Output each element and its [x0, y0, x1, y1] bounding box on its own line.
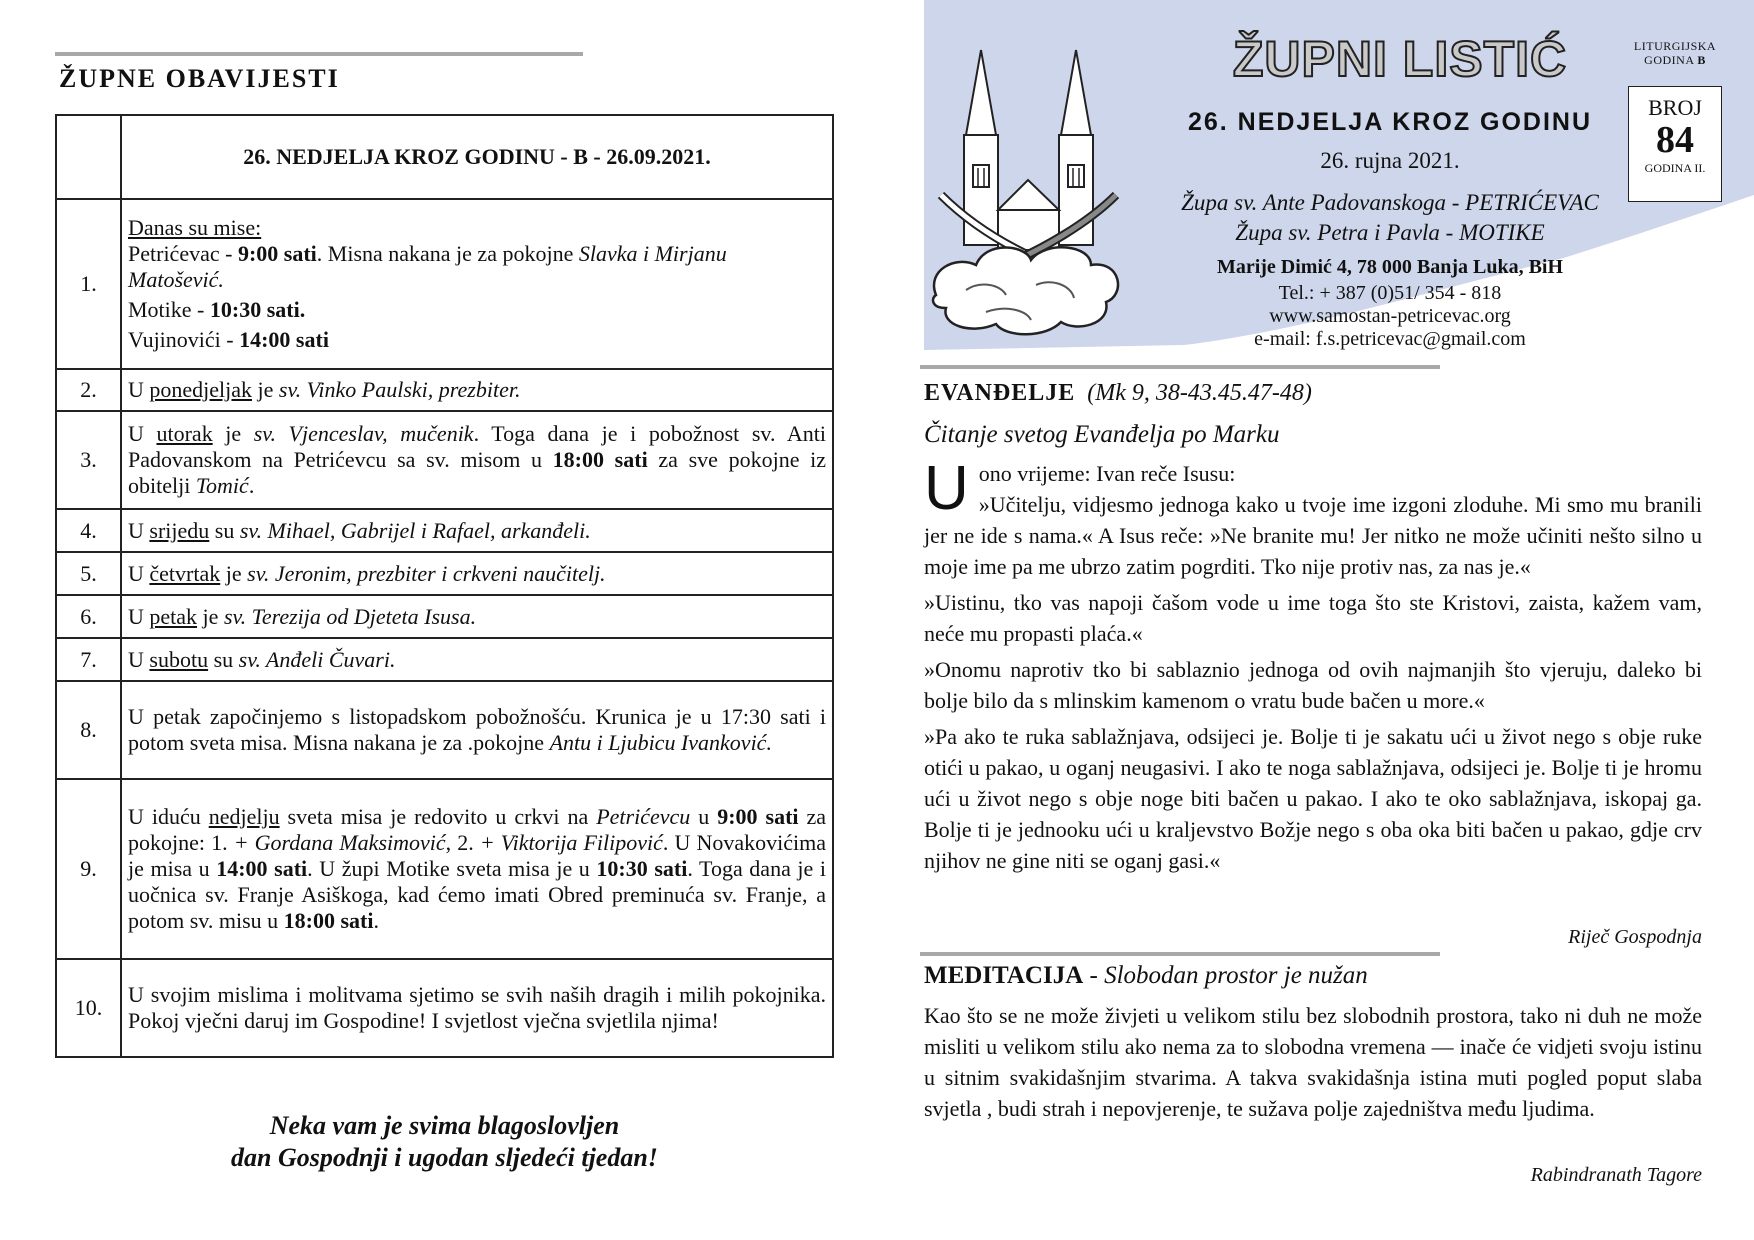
gospel-rule: [920, 365, 1440, 369]
row-content: U utorak je sv. Vjenceslav, mučenik. Toga dana je i pobožnost sv. Anti Padovanskom na Petrićevcu sa sv. misom u 18:00 sati za sve pokojne iz obitelji Tomić.: [121, 411, 833, 509]
drop-cap: U: [924, 454, 969, 523]
row-content: [121, 199, 833, 369]
row-number: 9.: [56, 779, 121, 959]
table-row: [56, 681, 833, 779]
row-content: U iduću nedjelju sveta misa je redovito u crkvi na Petrićevcu u 9:00 sati za pokojne: 1. + Gordana Maksimović, 2. + Viktorija Filipović. U Novakovićima je misa u 14:00 sati. U župi Motike sveta misa je u 10:30 sati. Toga dana je i uočnica sv. Franje Asiškoga, kad ćemo imati Obred preminuća sv. Franje, a potom sv. misu u 18:00 sati.: [121, 779, 833, 959]
issue-year: GODINA II.: [1644, 161, 1706, 175]
masthead-title: ŽUPNI LISTIĆ: [1232, 31, 1568, 87]
table-row: [56, 369, 833, 411]
table-header-row: [56, 115, 833, 199]
table-row: [56, 638, 833, 681]
meditation-text: Kao što se ne može živjeti u velikom stilu bez slobodnih prostora, tako ni duh ne može misliti u velikom stilu ako nema za to slobodna vremena — inače će vidjeti svoju istinu u sitnim svakidašnjim stvarima. A takva svakidašnja istina muti pogled poput slaba svjetla , budi strah i nepovjerenje, te sužava polje zajedništva među ljudima.: [924, 1003, 1702, 1121]
table-row: [56, 959, 833, 1057]
row-content: U subotu su sv. Anđeli Čuvari.: [121, 638, 833, 681]
row-number: 6.: [56, 595, 121, 638]
row-number: 3.: [56, 411, 121, 509]
mass-line-motike: Motike - 10:30 sati.: [128, 297, 306, 322]
announcements-heading: ŽUPNE OBAVIJESTI: [59, 64, 340, 93]
parish-motike: Župa sv. Petra i Pavla - MOTIKE: [1235, 220, 1545, 245]
phone-number: Tel.: + 387 (0)51/ 354 - 818: [1278, 282, 1502, 304]
row-number: 5.: [56, 552, 121, 595]
row-number: 1.: [56, 199, 121, 369]
row-content: U petak je sv. Terezija od Djeteta Isusa.: [121, 595, 833, 638]
issue-number: 84: [1656, 119, 1694, 161]
church-logo: [926, 40, 1126, 340]
sunday-title: 26. NEDJELJA KROZ GODINU: [1187, 108, 1593, 136]
row-number: 4.: [56, 509, 121, 552]
table-header-title: 26. NEDJELJA KROZ GODINU - B - 26.09.2021.: [121, 115, 833, 199]
table-row: [56, 595, 833, 638]
row-content: U ponedjeljak je sv. Vinko Paulski, prezbiter.: [121, 369, 833, 411]
gospel-subtitle: Čitanje svetog Evanđelja po Marku: [924, 421, 1280, 448]
row-content: U petak započinjemo s listopadskom pobožnošću. Krunica je u 17:30 sati i potom sveta misa. Misna nakana je za .pokojne Antu i Ljubicu Ivanković.: [121, 681, 833, 779]
row-content: U srijedu su sv. Mihael, Gabrijel i Rafael, arkanđeli.: [121, 509, 833, 552]
blessing-message: Neka vam je svima blagoslovljen dan Gospodnji i ugodan sljedeći tjedan!: [231, 1111, 658, 1172]
meditation-rule: [920, 952, 1440, 956]
issue-date: 26. rujna 2021.: [1320, 148, 1460, 173]
left-top-rule: [55, 52, 583, 56]
row-content: U četvrtak je sv. Jeronim, prezbiter i crkveni naučitelj.: [121, 552, 833, 595]
table-row: [56, 199, 833, 369]
table-row: [56, 509, 833, 552]
gospel-signature: Riječ Gospodnja: [1568, 926, 1702, 948]
parish-petricevac: Župa sv. Ante Padovanskoga - PETRIĆEVAC: [1181, 190, 1599, 215]
row-number: 2.: [56, 369, 121, 411]
mass-line-petricevac: Petrićevac - 9:00 sati. Misna nakana je za pokojne Slavka i Mirjanu Matošević.: [128, 241, 727, 292]
row-number: 7.: [56, 638, 121, 681]
meditation-heading: MEDITACIJA - Slobodan prostor je nužan: [924, 962, 1368, 989]
mass-line-vujinovici: Vujinovići - 14:00 sati: [128, 327, 329, 352]
table-row: [56, 552, 833, 595]
gospel-text: Uono vrijeme: Ivan reče Isusu: »Učitelju, vidjesmo jednoga kako u tvoje ime izgoni zloduhe. Mi smo mu branili jer ne ide s nama.« A Isus reče: »Ne branite mu! Jer nitko ne može učiniti nešto silno u moje ime pa me ubrzo zatim pogrditi. Tko nije protiv nas, za nas je.« »Uistinu, tko vas napoji čašom vode u ime toga što ste Kristovi, zaista, kažem vam, neće mu propasti plaća.« »Onomu naprotiv tko bi sablaznio jednoga od ovih najmanjih što vjeruju, daleko bi bolje bilo da s mlinskim kamenom o vratu bude bačen u more.« »Pa ako te ruka sablažnjava, odsijeci je. Bolje ti je sakatu ući u život nego s obje ruke otići u pakao, u oganj neugasivi. I ako te noga sablažnjava, odsijeci je. Bolje ti je hromu ući u život nego s obje noge biti bačen u pakao. I ako te oko sablažnjava, iskopaj ga. Bolje ti je jednooku ući u kraljevstvo Božje nego s oba oka biti bačen u pakao, gdje crv njihov ne gine niti se oganj gasi.«: [924, 454, 1702, 873]
postal-address: Marije Dimić 4, 78 000 Banja Luka, BiH: [1216, 256, 1564, 278]
meditation-author: Rabindranath Tagore: [1530, 1164, 1702, 1186]
issue-number-box: [1628, 86, 1722, 202]
liturgical-year: LITURGIJSKA GODINA B: [1633, 39, 1717, 67]
announcements-table: [55, 114, 834, 1058]
row-number: 8.: [56, 681, 121, 779]
row-content: U svojim mislima i molitvama sjetimo se svih naših dragih i milih pokojnika. Pokoj vječni daruj im Gospodine! I svjetlost vječna svjetlila njima!: [121, 959, 833, 1057]
masses-label: Danas su mise:: [128, 215, 262, 240]
gospel-heading: EVANĐELJE (Mk 9, 38-43.45.47-48): [924, 380, 1312, 406]
email-address: e-mail: f.s.petricevac@gmail.com: [1254, 328, 1526, 350]
website-link: www.samostan-petricevac.org: [1269, 305, 1511, 327]
table-row: [56, 779, 833, 959]
row-number: 10.: [56, 959, 121, 1057]
contact-info: [1140, 282, 1640, 351]
table-row: [56, 411, 833, 509]
issue-label: BROJ: [1648, 95, 1702, 120]
